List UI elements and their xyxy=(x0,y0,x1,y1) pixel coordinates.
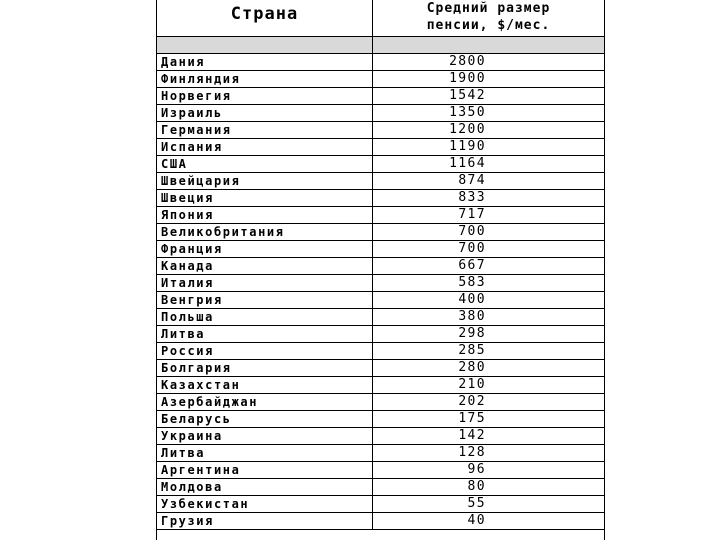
pension-cell: 1190 xyxy=(449,139,486,154)
table-row xyxy=(157,394,604,411)
country-column-header: Страна xyxy=(157,0,373,36)
pension-column-header: Средний размер пенсии, $/мес. xyxy=(426,1,551,33)
table-row xyxy=(157,513,604,530)
country-cell: Германия xyxy=(157,122,373,138)
pension-cell: 280 xyxy=(458,360,486,375)
pension-table xyxy=(156,0,605,540)
table-row xyxy=(157,479,604,496)
country-cell: Беларусь xyxy=(157,411,373,427)
pension-cell: 96 xyxy=(467,462,486,477)
country-cell: Швеция xyxy=(157,190,373,206)
pension-cell: 667 xyxy=(458,258,486,273)
pension-cell: 400 xyxy=(458,292,486,307)
country-cell: Израиль xyxy=(157,105,373,121)
pension-cell: 175 xyxy=(458,411,486,426)
pension-cell: 1200 xyxy=(449,122,486,137)
country-cell: Болгария xyxy=(157,360,373,376)
pension-cell: 874 xyxy=(458,173,486,188)
table-row xyxy=(157,292,604,309)
table-row xyxy=(157,275,604,292)
table-row xyxy=(157,411,604,428)
pension-cell: 1164 xyxy=(449,156,486,171)
country-cell: Швейцария xyxy=(157,173,373,189)
pension-cell: 142 xyxy=(458,428,486,443)
pension-cell: 55 xyxy=(467,496,486,511)
table-row xyxy=(157,224,604,241)
country-cell: Италия xyxy=(157,275,373,291)
table-row xyxy=(157,156,604,173)
table-row xyxy=(157,207,604,224)
table-row xyxy=(157,462,604,479)
country-cell: Литва xyxy=(157,445,373,461)
country-cell: Испания xyxy=(157,139,373,155)
table-row xyxy=(157,241,604,258)
pension-cell: 1542 xyxy=(449,88,486,103)
table-row xyxy=(157,173,604,190)
shaded-separator-row xyxy=(157,37,604,54)
pension-cell: 2800 xyxy=(449,54,486,69)
table-row xyxy=(157,428,604,445)
pension-cell: 202 xyxy=(458,394,486,409)
country-cell: Франция xyxy=(157,241,373,257)
pension-cell: 40 xyxy=(467,513,486,528)
table-row xyxy=(157,105,604,122)
table-row xyxy=(157,309,604,326)
country-cell: Азербайджан xyxy=(157,394,373,410)
country-cell: Грузия xyxy=(157,513,373,529)
table-row xyxy=(157,54,604,71)
pension-cell: 1350 xyxy=(449,105,486,120)
table-row xyxy=(157,343,604,360)
country-cell: Канада xyxy=(157,258,373,274)
country-cell: Литва xyxy=(157,326,373,342)
table-header-row xyxy=(157,0,604,37)
country-cell: США xyxy=(157,156,373,172)
table-row xyxy=(157,496,604,513)
table-row xyxy=(157,445,604,462)
pension-cell: 1900 xyxy=(449,71,486,86)
country-cell: Молдова xyxy=(157,479,373,495)
pension-cell: 717 xyxy=(458,207,486,222)
country-cell: Аргентина xyxy=(157,462,373,478)
country-cell: Великобритания xyxy=(157,224,373,240)
table-row xyxy=(157,139,604,156)
pension-cell: 833 xyxy=(458,190,486,205)
pension-cell: 210 xyxy=(458,377,486,392)
pension-cell: 380 xyxy=(458,309,486,324)
country-cell: Финляндия xyxy=(157,71,373,87)
table-row xyxy=(157,360,604,377)
country-cell: Венгрия xyxy=(157,292,373,308)
pension-cell: 128 xyxy=(458,445,486,460)
pension-cell: 700 xyxy=(458,224,486,239)
pension-cell: 700 xyxy=(458,241,486,256)
pension-cell: 285 xyxy=(458,343,486,358)
country-cell: Япония xyxy=(157,207,373,223)
country-cell: Польша xyxy=(157,309,373,325)
table-row xyxy=(157,122,604,139)
shaded-cell-country xyxy=(157,37,373,53)
shaded-cell-pension xyxy=(373,37,604,53)
country-cell: Узбекистан xyxy=(157,496,373,512)
table-row xyxy=(157,377,604,394)
pension-cell: 80 xyxy=(467,479,486,494)
pension-cell: 583 xyxy=(458,275,486,290)
country-cell: Украина xyxy=(157,428,373,444)
country-cell: Норвегия xyxy=(157,88,373,104)
table-row xyxy=(157,326,604,343)
table-row xyxy=(157,88,604,105)
table-row xyxy=(157,190,604,207)
table-row xyxy=(157,71,604,88)
country-cell: Казахстан xyxy=(157,377,373,393)
country-cell: Россия xyxy=(157,343,373,359)
pension-cell: 298 xyxy=(458,326,486,341)
table-row xyxy=(157,258,604,275)
country-cell: Дания xyxy=(157,54,373,70)
table-body xyxy=(157,54,604,530)
